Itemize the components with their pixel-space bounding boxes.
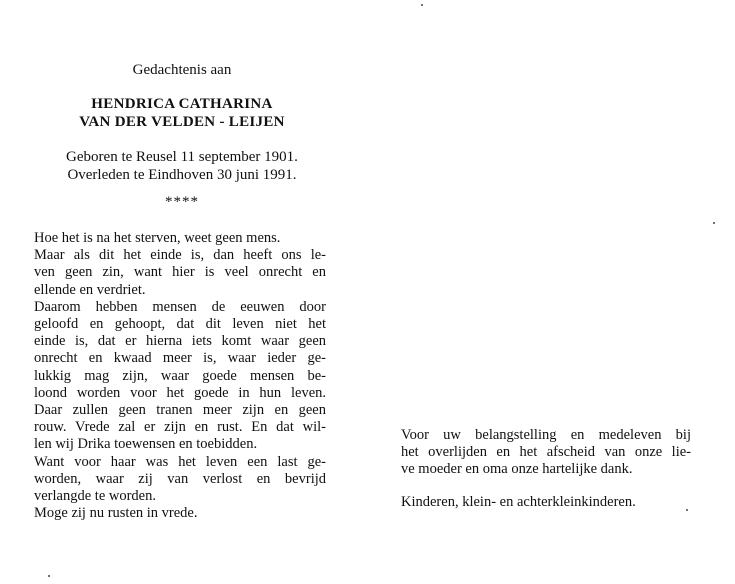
poem-line: geloofd en gehoopt, dat dit leven niet het: [34, 316, 326, 333]
name-line-1: HENDRICA CATHARINA: [91, 96, 273, 112]
signature: Kinderen, klein- en achterkleinkinderen.: [401, 494, 636, 510]
poem-line: len wij Drika toewensen en toebidden.: [34, 436, 258, 453]
poem-line: onrecht en kwaad meer is, waar ieder ge-: [34, 350, 326, 367]
poem-line: worden, waar zij van verlost en bevrijd: [34, 470, 326, 487]
deceased-name: [34, 95, 330, 131]
poem-line: Hoe het is na het sterven, weet geen mens.: [34, 230, 281, 246]
thanks-text: [401, 427, 691, 479]
poem: [34, 230, 326, 522]
separator: ****: [165, 194, 199, 210]
death-line: Overleden te Eindhoven 30 juni 1991.: [67, 167, 297, 183]
poem-line: Daarom hebben mensen de eeuwen door: [34, 298, 326, 315]
life-dates: [34, 148, 330, 184]
scan-speck: [713, 222, 715, 224]
poem-line: verlangde te worden.: [34, 488, 156, 505]
poem-line: Daar zullen geen tranen meer zijn en geen: [34, 402, 326, 419]
poem-line: einde is, dat er hierna iets komt waar geen: [34, 333, 326, 350]
poem-line: ellende en verdriet.: [34, 281, 146, 298]
scan-speck: [421, 4, 423, 6]
poem-line: rouw. Vrede zal er zijn en rust. En dat wil-: [34, 419, 326, 436]
poem-line: Maar als dit het einde is, dan heeft ons le-: [34, 247, 326, 264]
poem-line: loond worden voor het goede in hun leven.: [34, 384, 326, 401]
poem-line: Want voor haar was het leven een last ge-: [34, 453, 326, 470]
thanks-line: Voor uw belangstelling en medeleven bij: [401, 427, 691, 443]
poem-line: Moge zij nu rusten in vrede.: [34, 505, 198, 522]
poem-line: lukkig mag zijn, waar goede mensen be-: [34, 367, 326, 384]
thanks-line: ve moeder en oma onze hartelijke dank.: [401, 461, 633, 478]
name-line-2: VAN DER VELDEN - LEIJEN: [79, 114, 285, 130]
thanks-line: het overlijden en het afscheid van onze lie-: [401, 444, 691, 461]
scan-speck: [686, 509, 688, 511]
birth-line: Geboren te Reusel 11 september 1901.: [66, 149, 298, 165]
scan-speck: [48, 575, 50, 577]
intro-text: Gedachtenis aan: [132, 62, 232, 78]
poem-line: ven geen zin, want hier is veel onrecht en: [34, 264, 326, 281]
